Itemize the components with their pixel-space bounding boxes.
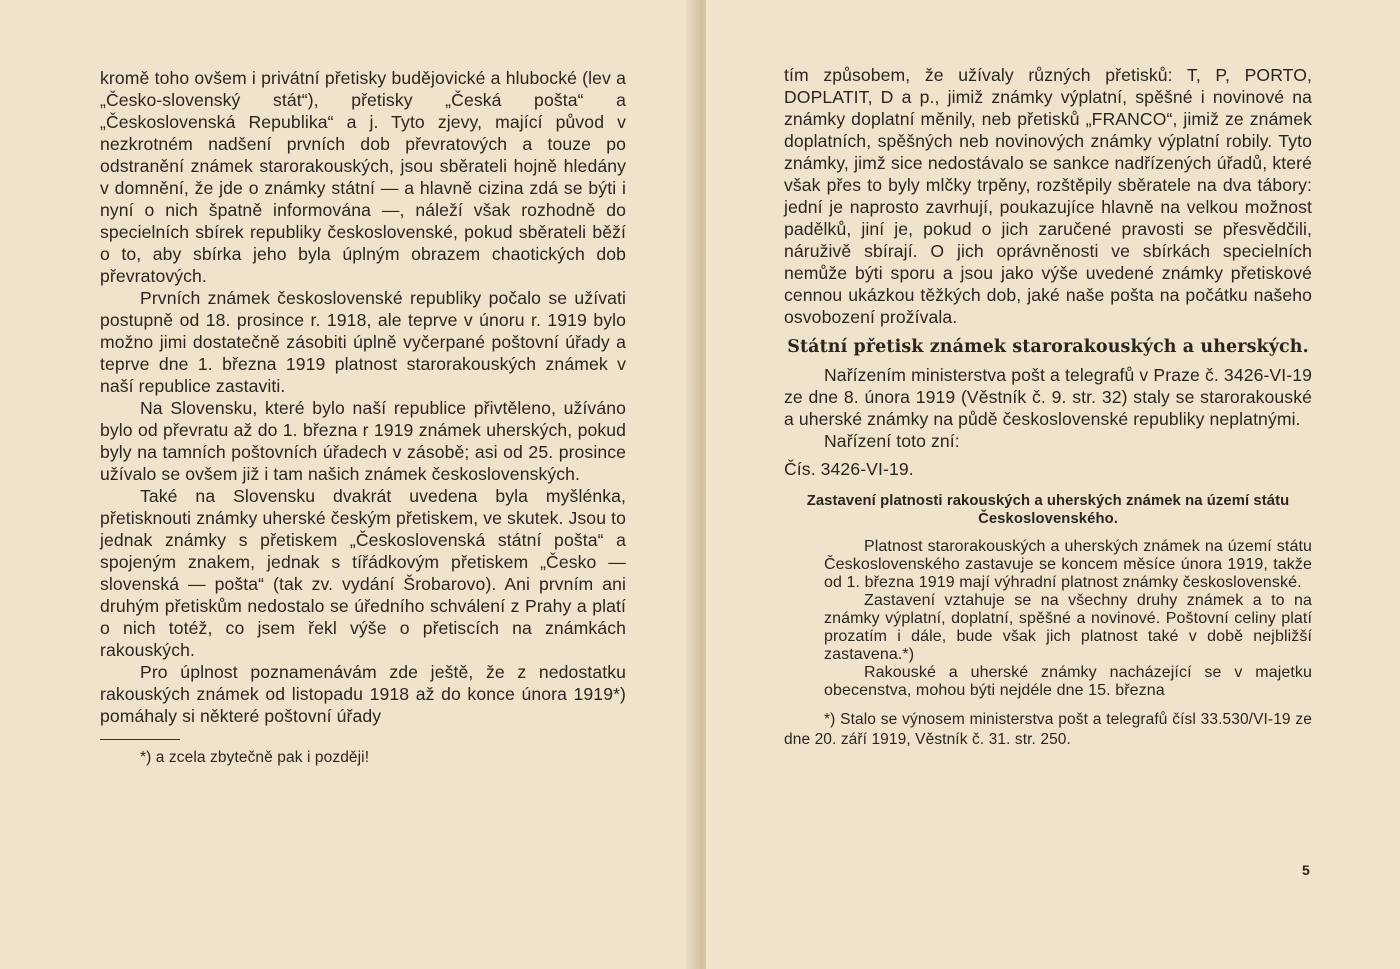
left-paragraph: Prvních známek československé republiky počalo se užívati postupně od 18. prosince r. 1918, ale teprve v únoru r. 1919 bylo možno jimi dostatečně zásobiti úplně vyčerpané poštovní úřady a teprve dne 1. března 1919 platnost starorakouských známek v naší republice zastaviti. [100, 288, 626, 396]
section-heading: Státní přetisk známek starorakouských a uherských. [787, 337, 1309, 357]
page-number: 5 [1302, 862, 1310, 878]
footnote-rule [100, 739, 180, 740]
decree-text [784, 538, 1312, 700]
left-paragraph: Na Slovensku, které bylo naší republice přivtěleno, užíváno bylo od převratu až do 1. března r 1919 známek uherských, pokud byly na tamních poštovních úřadech v zásobě; asi od 25. prosince užívalo se ovšem již i tam našich známek československých. [100, 398, 626, 484]
left-page [0, 0, 694, 969]
decree-paragraph: Zastavení vztahuje se na všechny druhy známek a to na známky výplatní, doplatní, spěšné a novinové. Poštovní celiny platí prozatím i dále, bude však jich platnost také v době nejbližší zastavena.*) [824, 592, 1312, 663]
right-page [706, 0, 1400, 969]
right-paragraph: tím způsobem, že užívaly různých přetisků: T, P, PORTO, DOPLATIT, D a p., jimiž známky výplatní, spěšné i novinové na známky doplatní měnily, neb přetisků „FRANCO“, jimiž ze známek doplatních, spěšných neb novinových známky výplatní robily. Tyto známky, jimž sice nedostávalo se sankce nadřízených úřadů, které však přes to byly mlčky trpěny, rozštěpily sběratele na dva tábory: jední je naprosto zavrhují, poukazujíce hlavně na velkou možnost padělků, jiní je, pokud o jich zaručené pravosti se přesvědčili, náruživě sbírají. O jich oprávněnosti ve sbírkách specielních nemůže býti sporu a jsou jako výše uvedené známky přetiskové cennou ukázkou těžkých dob, jaké naše pošta na počátku našeho osvobození prožívala. [784, 65, 1312, 327]
decree-title: Zastavení platnosti rakouských a uherských známek na území státu Československého. [806, 493, 1290, 527]
right-paragraph: Nařízení toto zní: [824, 431, 960, 451]
decree-paragraph: Rakouské a uherské známky nacházející se v majetku obecenstva, mohou býti nejdéle dne 15. března [824, 664, 1312, 699]
decree-paragraph: Platnost starorakouských a uherských známek na území státu Československého zastavuje se koncem měsíce února 1919, takže od 1. března 1919 mají výhradní platnost známky československé. [824, 538, 1312, 591]
left-paragraph: kromě toho ovšem i privátní přetisky budějovické a hlubocké (lev a „Česko-slovenský stát“), přetisky „Česká pošta“ a „Československá Republika“ a j. Tyto zjevy, mající původ v nezkrotném nadšení prvních dob převratových a touze po odstranění známek starorakouských, jsou sběrateli hojně hledány v domnění, že jde o známky státní — a hlavně cizina zdá se býti i nyní o nich špatně informována —, náleží však rozhodně do specielních sbírek republiky československé, pokud sběrateli běží o to, aby sbírka jeho byla úplným obrazem chaotických dob převratových. [100, 68, 626, 286]
left-paragraph: Pro úplnost poznamenávám zde ještě, že z nedostatku rakouských známek od listopadu 1918 až do konce února 1919*) pomáhaly si některé poštovní úřady [100, 662, 626, 726]
left-paragraph: Také na Slovensku dvakrát uvedena byla myšlénka, přetisknouti známky uherské českým přetiskem, ve skutek. Jsou to jednak známky s přetiskem „Československá státní pošta“ a spojeným znakem, jednak s tířádkovým přetiskem „Česko — slovenská — pošta“ (tak zv. vydání Šrobarovo). Ani prvním ani druhým přetiskům nedostalo se úředního schválení z Prahy a platí o nich totéž, co jsem řekl výše o přetiscích na známkách rakouských. [100, 486, 626, 660]
right-footnote: *) Stalo se výnosem ministerstva pošt a telegrafů čísl 33.530/VI-19 ze dne 20. září 1919, Věstník č. 31. str. 250. [784, 711, 1312, 748]
left-text-column [100, 67, 626, 768]
right-paragraph: Nařízením ministerstva pošt a telegrafů v Praze č. 3426-VI-19 ze dne 8. února 1919 (Věstník č. 9. str. 32) staly se starorakouské a uherské známky na půdě československé republiky neplatnými. [784, 365, 1312, 429]
left-footnote: *) a zcela zbytečně pak i později! [140, 749, 370, 766]
right-text-column [784, 64, 1312, 750]
decree-reference: Čís. 3426-VI-19. [784, 459, 914, 479]
